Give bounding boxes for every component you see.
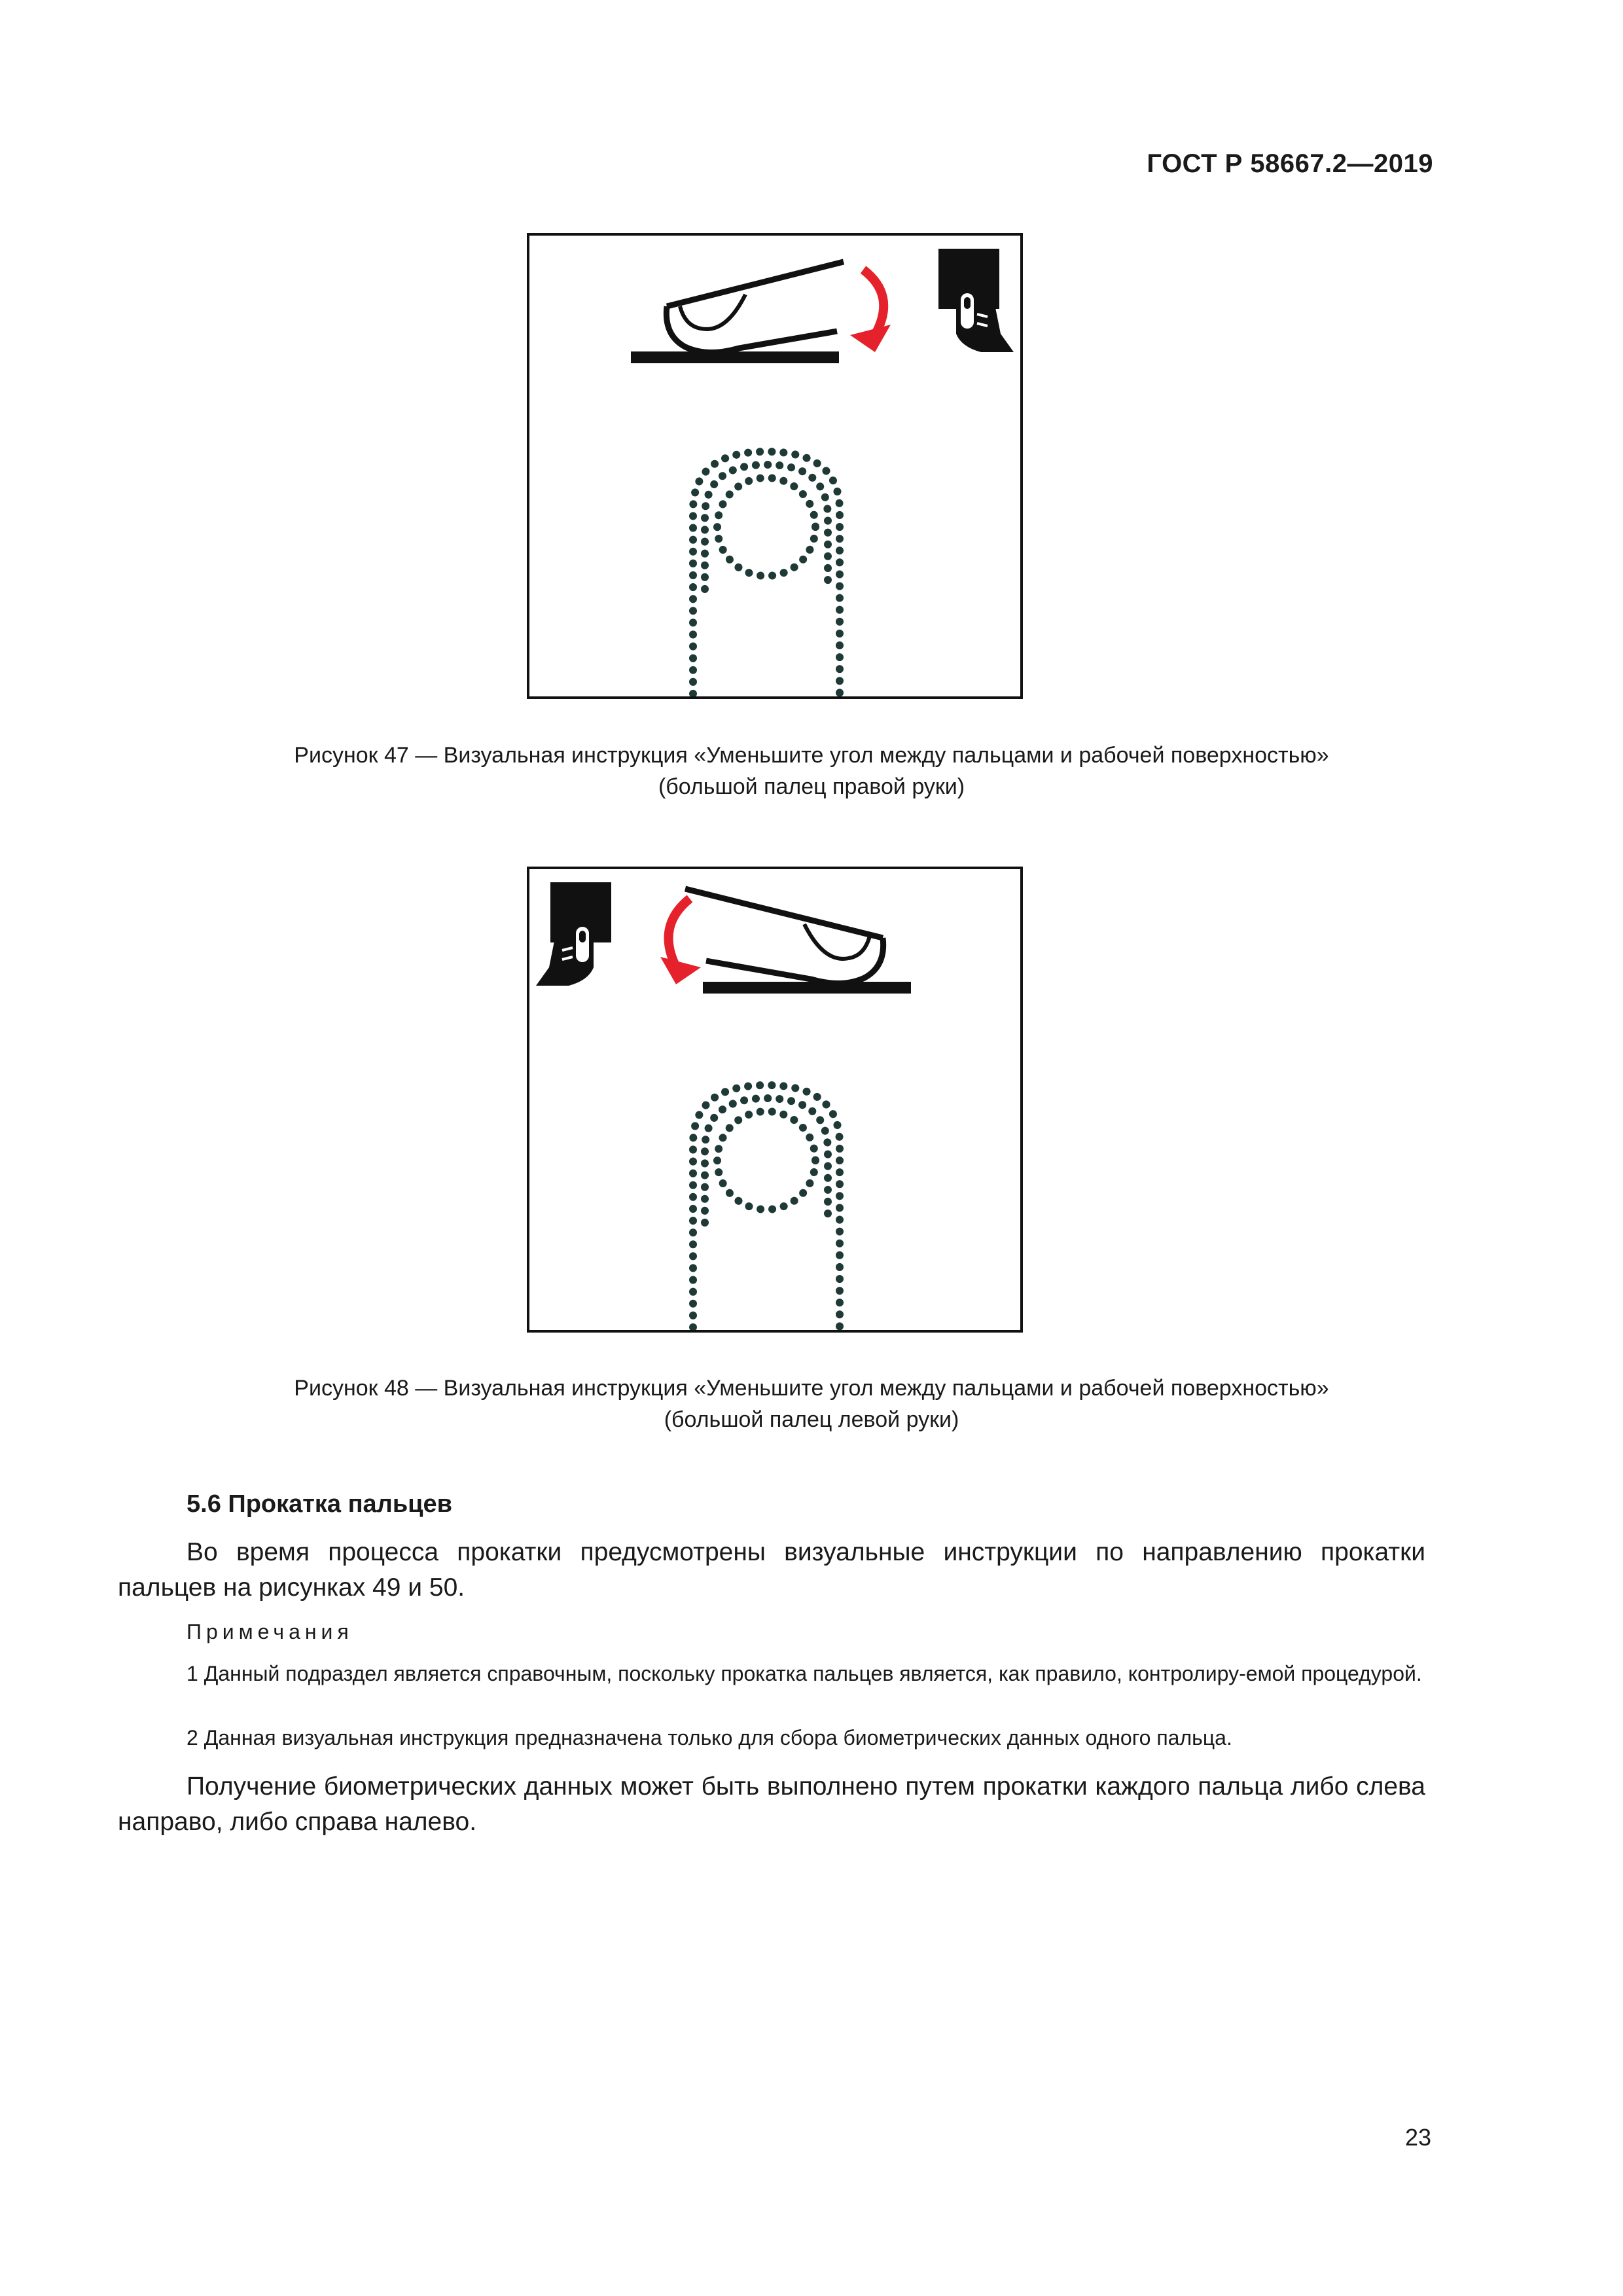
page-number: 23: [1404, 2124, 1431, 2151]
work-surface-bar: [703, 982, 911, 994]
document-code: ГОСТ Р 58667.2—2019: [1147, 149, 1433, 178]
fingertip-dotted-outline: [693, 1085, 840, 1327]
section-paragraph-1: [118, 1535, 1425, 1605]
rotate-arrow-icon: [850, 270, 891, 352]
finger-side-icon: [666, 262, 844, 353]
figure-47-illustration: [529, 236, 1020, 696]
note-2-text: 2 Данная визуальная инструкция предназначена только для сбора биометрических данных одного пальца.: [187, 1726, 1232, 1749]
work-surface-bar: [631, 351, 839, 363]
figure-47-caption-line2: (большой палец правой руки): [658, 774, 965, 799]
note-1-text: 1 Данный подраздел является справочным, поскольку прокатка пальцев является, как правило, контролиру-емой процедурой.: [187, 1662, 1422, 1685]
notes-heading: Примечания: [187, 1620, 353, 1643]
figure-48: [527, 867, 1023, 1333]
right-hand-thumb-icon: [938, 249, 1014, 352]
finger-side-icon: [685, 889, 883, 984]
left-hand-thumb-icon: [536, 882, 611, 986]
figure-48-caption: [0, 1372, 1623, 1435]
note-1: [118, 1657, 1425, 1690]
section-heading: 5.6 Прокатка пальцев: [187, 1490, 453, 1518]
rotate-arrow-icon: [660, 899, 701, 984]
figure-47-caption: [0, 740, 1623, 802]
figure-48-caption-line2: (большой палец левой руки): [664, 1407, 959, 1432]
section-paragraph-2: [118, 1769, 1425, 1840]
figure-47-caption-line1: Рисунок 47 — Визуальная инструкция «Уменьшите угол между пальцами и рабочей поверхностью»: [294, 743, 1329, 768]
fingertip-dotted-outline: [693, 452, 840, 694]
paragraph-2-text: Получение биометрических данных может быть выполнено путем прокатки каждого пальца либо слева направо, либо справа налево.: [118, 1772, 1425, 1836]
figure-47: [527, 233, 1023, 699]
figure-48-illustration: [529, 869, 1020, 1330]
note-2: [118, 1721, 1425, 1754]
figure-48-caption-line1: Рисунок 48 — Визуальная инструкция «Уменьшите угол между пальцами и рабочей поверхностью»: [294, 1376, 1329, 1401]
paragraph-1-text: Во время процесса прокатки предусмотрены визуальные инструкции по направлению прокатки пальцев на рисунках 49 и 50.: [118, 1538, 1425, 1602]
